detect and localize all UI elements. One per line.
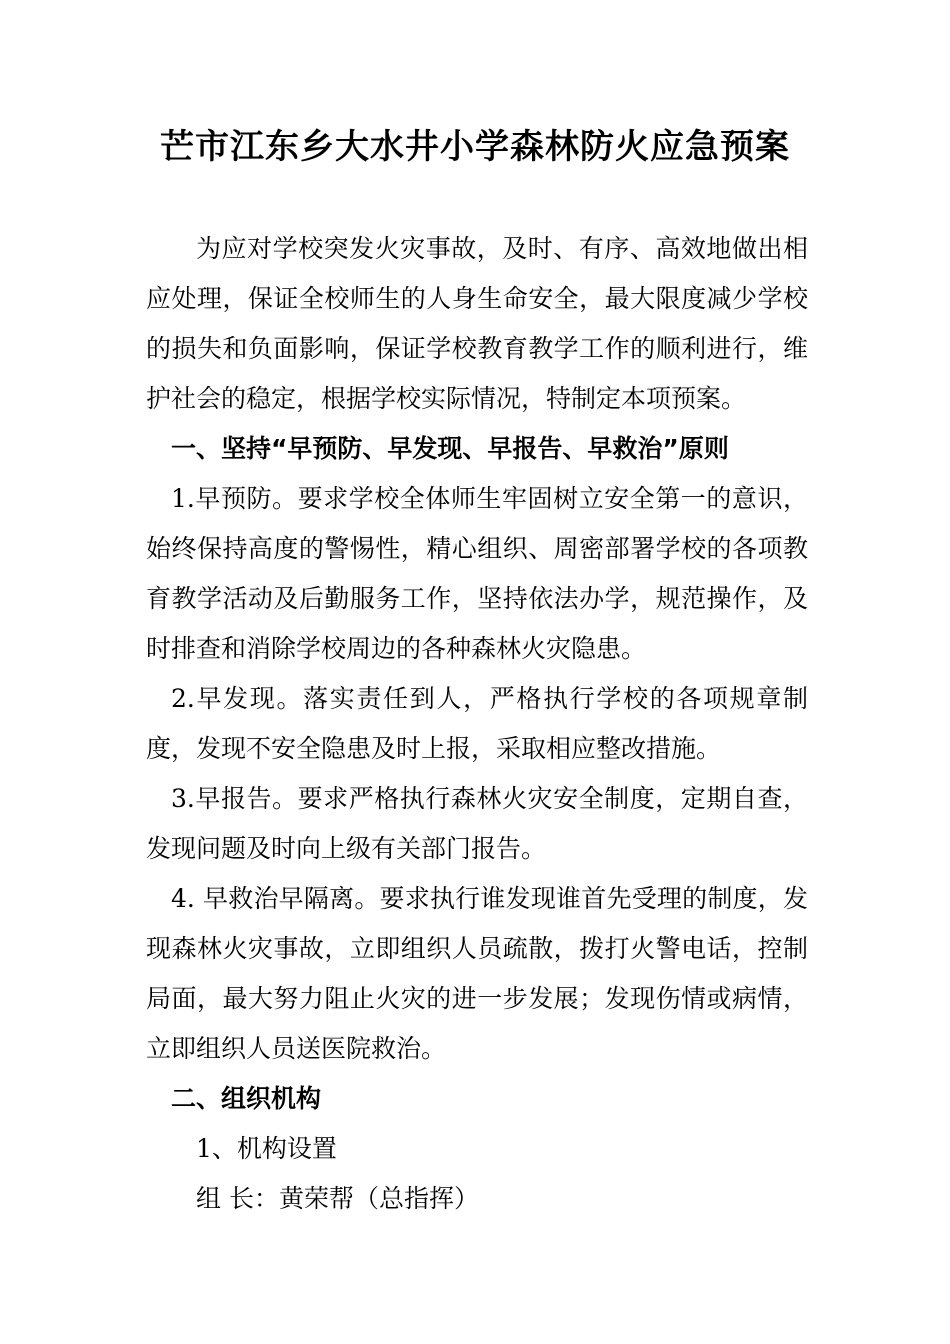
intro-paragraph: 为应对学校突发火灾事故，及时、有序、高效地做出相应处理，保证全校师生的人身生命安全，最大限度减少学校的损失和负面影响，保证学校教育教学工作的顺利进行，维护社会的稳定，根据学校实际情况，特制定本项预案。 [146, 234, 808, 413]
section-1-heading: 一、坚持“早预防、早发现、早报告、早救治”原则 [171, 434, 729, 463]
section-1-item-3: 3.早报告。要求严格执行森林火灾安全制度，定期自查，发现问题及时向上级有关部门报告。 [146, 784, 808, 863]
section-1-item-4: 4. 早救治早隔离。要求执行谁发现谁首先受理的制度，发现森林火灾事故，立即组织人员疏散，拨打火警电话，控制局面，最大努力阻止火灾的进一步发展；发现伤情或病情，立即组织人员送医院救治。 [146, 884, 808, 1063]
leader-line: 组 长：黄荣帮（总指挥） [196, 1184, 479, 1213]
document-body [146, 224, 808, 1224]
section-2-subheading: 1、机构设置 [196, 1134, 337, 1163]
section-2-heading: 二、组织机构 [171, 1084, 322, 1113]
section-1-item-2: 2.早发现。落实责任到人，严格执行学校的各项规章制度，发现不安全隐患及时上报，采取相应整改措施。 [146, 684, 808, 763]
section-1-item-1: 1.早预防。要求学校全体师生牢固树立安全第一的意识，始终保持高度的警惕性，精心组织、周密部署学校的各项教育教学活动及后勤服务工作，坚持依法办学，规范操作，及时排查和消除学校周边的各种森林火灾隐患。 [146, 484, 808, 663]
document-title: 芒市江东乡大水井小学森林防火应急预案 [160, 127, 790, 167]
